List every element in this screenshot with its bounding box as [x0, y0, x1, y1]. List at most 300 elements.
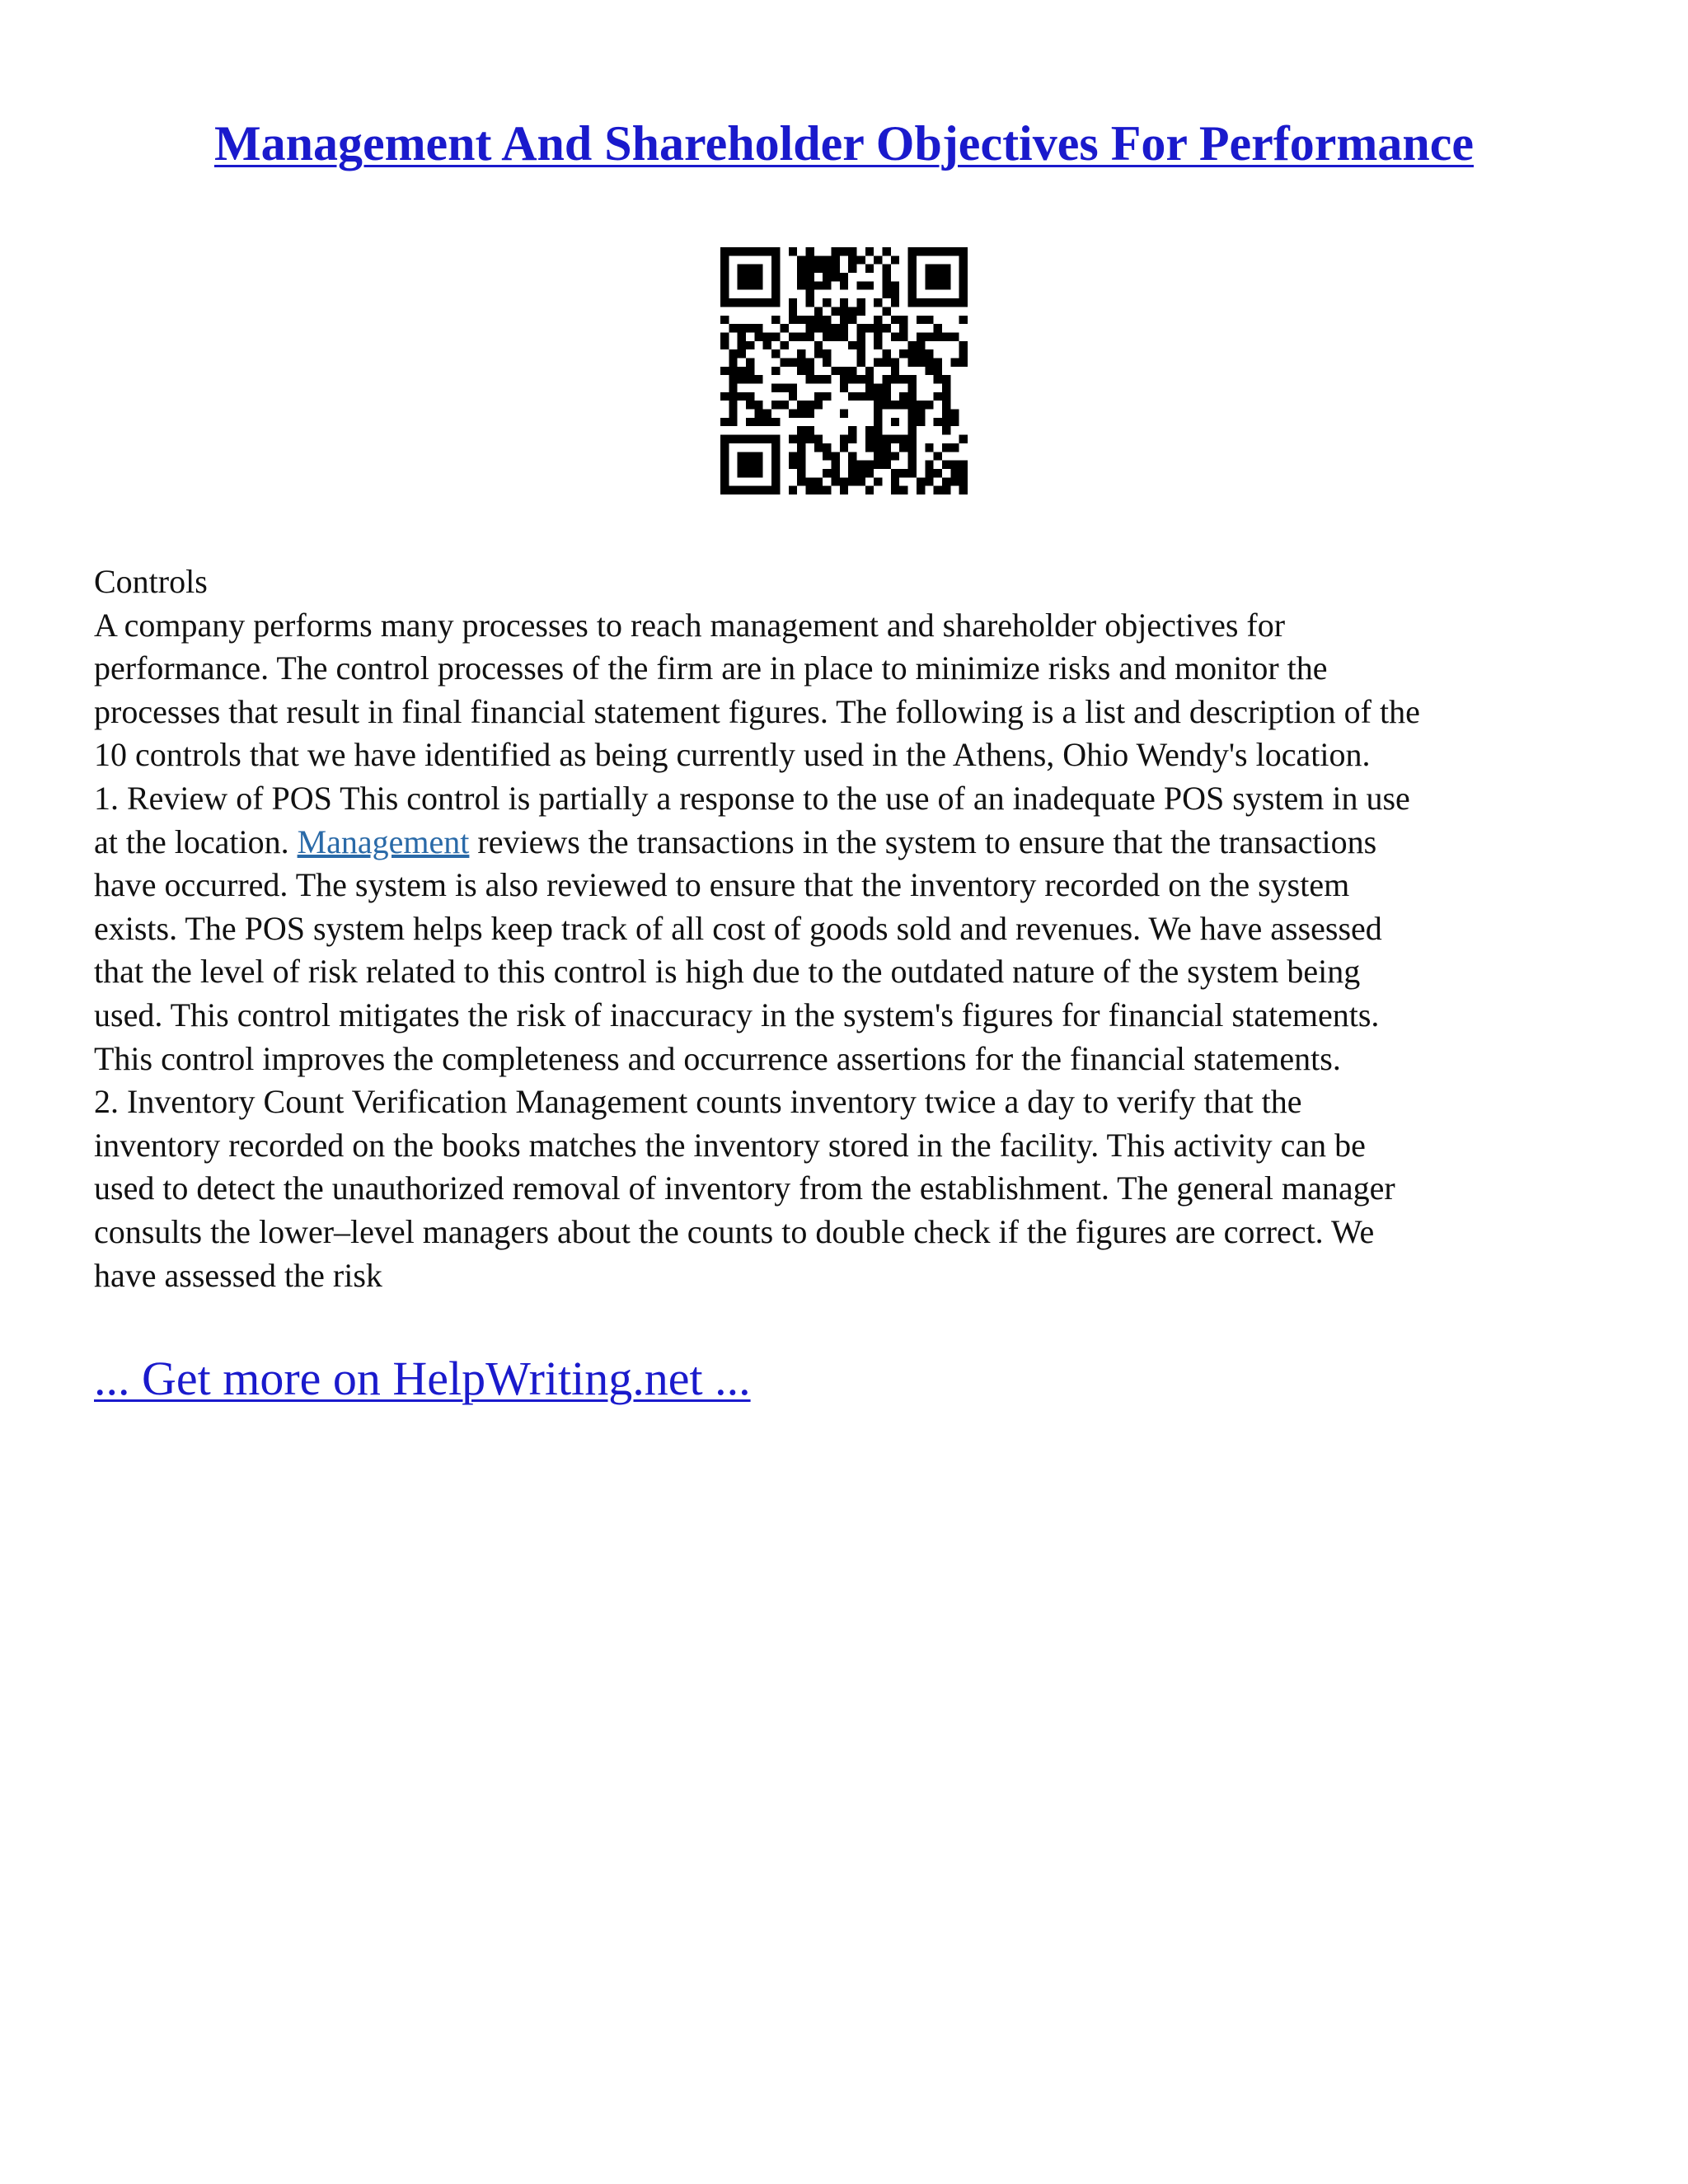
qr-module [729, 392, 737, 401]
qr-module [805, 435, 814, 443]
qr-module [848, 392, 856, 401]
qr-module [857, 332, 865, 340]
qr-module [917, 332, 925, 340]
qr-module [840, 435, 848, 443]
qr-module [950, 358, 959, 366]
qr-module [814, 307, 823, 315]
qr-module [805, 332, 814, 340]
qr-module [797, 401, 805, 409]
qr-module [959, 349, 968, 358]
qr-module [899, 469, 907, 477]
qr-module [848, 452, 856, 460]
qr-module [848, 307, 856, 315]
qr-module [865, 486, 874, 494]
qr-module [908, 410, 917, 418]
qr-module [891, 358, 899, 366]
body-line: processes that result in final financial statement figures. The following is a list and description of the [94, 692, 1420, 730]
qr-module [917, 486, 925, 494]
qr-module [857, 307, 865, 315]
qr-module [865, 375, 874, 383]
qr-module [771, 332, 780, 340]
body-line: performance. The control processes of the firm are in place to minimize risks and monitor the [94, 649, 1328, 687]
qr-module [720, 341, 729, 349]
qr-module [934, 273, 942, 281]
get-more-link-container [94, 1352, 751, 1406]
qr-module [959, 273, 968, 281]
qr-module [771, 349, 780, 358]
qr-module [950, 443, 959, 452]
qr-module [959, 247, 968, 255]
qr-module [780, 324, 788, 332]
qr-module [805, 247, 814, 255]
qr-module [883, 461, 891, 469]
qr-module [942, 332, 950, 340]
qr-module [917, 477, 925, 485]
qr-module [883, 401, 891, 409]
qr-module [805, 298, 814, 307]
qr-module [942, 281, 950, 289]
qr-module [857, 469, 865, 477]
qr-module [720, 367, 729, 375]
qr-module [720, 486, 729, 494]
qr-module [840, 410, 848, 418]
qr-module [823, 316, 831, 324]
qr-module [840, 281, 848, 289]
qr-module [738, 461, 746, 469]
qr-module [771, 452, 780, 460]
qr-module [934, 367, 942, 375]
qr-module [729, 358, 737, 366]
qr-module [950, 469, 959, 477]
qr-module [831, 265, 839, 273]
qr-module [729, 324, 737, 332]
qr-module [729, 247, 737, 255]
qr-module [729, 410, 737, 418]
qr-module [874, 255, 882, 264]
qr-module [840, 332, 848, 340]
qr-module [908, 443, 917, 452]
qr-code-icon [720, 247, 968, 494]
qr-module [754, 401, 762, 409]
qr-module [899, 392, 907, 401]
qr-module [789, 332, 797, 340]
qr-module [746, 461, 754, 469]
qr-module [746, 298, 754, 307]
qr-module [934, 324, 942, 332]
qr-module [891, 486, 899, 494]
qr-module [771, 401, 780, 409]
qr-module [899, 324, 907, 332]
qr-module [797, 281, 805, 289]
qr-module [814, 486, 823, 494]
qr-module [797, 255, 805, 264]
qr-module [780, 384, 788, 392]
qr-module [754, 461, 762, 469]
qr-module [754, 418, 762, 426]
qr-module [925, 358, 933, 366]
qr-module [823, 281, 831, 289]
qr-module [865, 265, 874, 273]
qr-module [917, 418, 925, 426]
qr-module [720, 392, 729, 401]
title-link[interactable]: Management And Shareholder Objectives For Performance [213, 116, 1475, 171]
qr-module [720, 247, 729, 255]
qr-module [738, 265, 746, 273]
qr-module [754, 324, 762, 332]
qr-module [831, 367, 839, 375]
qr-module [874, 401, 882, 409]
qr-module [857, 281, 865, 289]
qr-module [797, 435, 805, 443]
body-line: inventory recorded on the books matches the inventory stored in the facility. This activity can be [94, 1126, 1366, 1164]
qr-module [840, 477, 848, 485]
qr-module [831, 247, 839, 255]
qr-module [754, 247, 762, 255]
qr-module [754, 486, 762, 494]
qr-module [959, 265, 968, 273]
qr-module [738, 298, 746, 307]
body-line: This control improves the completeness and occurrence assertions for the financial statements. [94, 1039, 1341, 1077]
qr-module [814, 392, 823, 401]
qr-module [823, 349, 831, 358]
qr-module [754, 452, 762, 460]
qr-module [720, 281, 729, 289]
qr-module [754, 265, 762, 273]
qr-module [942, 298, 950, 307]
qr-module [934, 375, 942, 383]
qr-module [917, 401, 925, 409]
qr-module [840, 324, 848, 332]
qr-module [763, 341, 771, 349]
qr-module [789, 298, 797, 307]
qr-module [720, 443, 729, 452]
qr-module [925, 443, 933, 452]
qr-module [720, 461, 729, 469]
qr-module [746, 486, 754, 494]
qr-module [908, 265, 917, 273]
qr-module [729, 375, 737, 383]
qr-module [934, 332, 942, 340]
qr-module [865, 443, 874, 452]
qr-module [934, 298, 942, 307]
qr-module [746, 358, 754, 366]
qr-module [883, 435, 891, 443]
qr-module [848, 341, 856, 349]
qr-module [797, 349, 805, 358]
qr-module [874, 358, 882, 366]
qr-module [899, 435, 907, 443]
qr-module [771, 255, 780, 264]
document-body [94, 560, 1602, 1297]
qr-module [738, 392, 746, 401]
qr-module [908, 461, 917, 469]
qr-module [780, 358, 788, 366]
qr-module [720, 255, 729, 264]
qr-module [763, 298, 771, 307]
qr-module [746, 324, 754, 332]
qr-module [865, 392, 874, 401]
qr-module [789, 452, 797, 460]
link-line-before: at the location. [94, 823, 298, 860]
qr-module [720, 452, 729, 460]
qr-module [874, 316, 882, 324]
qr-module [823, 392, 831, 401]
qr-module [797, 358, 805, 366]
qr-module [865, 461, 874, 469]
qr-module [891, 435, 899, 443]
qr-module [814, 477, 823, 485]
qr-module [865, 247, 874, 255]
body-line: have assessed the risk [94, 1256, 382, 1294]
qr-module [746, 435, 754, 443]
qr-module [917, 298, 925, 307]
qr-module [908, 384, 917, 392]
qr-module [797, 316, 805, 324]
qr-module [925, 469, 933, 477]
qr-module [771, 265, 780, 273]
qr-module [840, 375, 848, 383]
qr-module [874, 477, 882, 485]
qr-module [857, 349, 865, 358]
body-line: that the level of risk related to this control is high due to the outdated nature of the system being [94, 953, 1361, 991]
qr-module [942, 418, 950, 426]
qr-module [891, 469, 899, 477]
qr-module [950, 410, 959, 418]
qr-module [883, 247, 891, 255]
qr-module [883, 443, 891, 452]
qr-module [959, 477, 968, 485]
qr-module [814, 281, 823, 289]
qr-module [857, 461, 865, 469]
qr-module [874, 461, 882, 469]
qr-module [874, 298, 882, 307]
qr-module [805, 401, 814, 409]
qr-module [831, 461, 839, 469]
qr-module [720, 298, 729, 307]
body-line: 1. Review of POS This control is partially a response to the use of an inadequate POS system in use [94, 779, 1410, 817]
qr-module [883, 265, 891, 273]
qr-module [848, 265, 856, 273]
qr-module [857, 358, 865, 366]
qr-module [823, 358, 831, 366]
qr-module [848, 367, 856, 375]
qr-module [823, 375, 831, 383]
qr-module [874, 384, 882, 392]
qr-module [883, 358, 891, 366]
qr-module [738, 452, 746, 460]
qr-module [746, 265, 754, 273]
qr-module [874, 410, 882, 418]
qr-module [805, 281, 814, 289]
qr-module [797, 477, 805, 485]
qr-module [840, 443, 848, 452]
qr-module [729, 298, 737, 307]
qr-module [908, 426, 917, 434]
qr-module [763, 332, 771, 340]
qr-module [823, 324, 831, 332]
qr-module [874, 392, 882, 401]
body-line: have occurred. The system is also reviewed to ensure that the inventory recorded on the system [94, 866, 1350, 904]
qr-module [942, 273, 950, 281]
qr-module [771, 477, 780, 485]
qr-module [831, 477, 839, 485]
qr-module [797, 443, 805, 452]
qr-module [942, 384, 950, 392]
qr-module [771, 316, 780, 324]
qr-module [814, 375, 823, 383]
qr-module [899, 349, 907, 358]
qr-module [883, 349, 891, 358]
qr-module [746, 247, 754, 255]
qr-module [840, 367, 848, 375]
qr-module [891, 255, 899, 264]
qr-module [771, 435, 780, 443]
qr-module [814, 265, 823, 273]
qr-module [908, 418, 917, 426]
qr-module [908, 255, 917, 264]
qr-module [771, 367, 780, 375]
qr-module [917, 247, 925, 255]
qr-module [814, 349, 823, 358]
qr-module [908, 281, 917, 289]
qr-module [754, 469, 762, 477]
qr-module [908, 435, 917, 443]
qr-module [814, 443, 823, 452]
qr-module [959, 435, 968, 443]
qr-module [848, 316, 856, 324]
qr-module [899, 443, 907, 452]
qr-module [729, 435, 737, 443]
body-line: exists. The POS system helps keep track of all cost of goods sold and revenues. We have assessed [94, 909, 1382, 947]
qr-module [797, 273, 805, 281]
qr-module [771, 273, 780, 281]
qr-module [883, 452, 891, 460]
qr-module [908, 273, 917, 281]
management-link[interactable]: Management [297, 823, 470, 860]
qr-module [746, 375, 754, 383]
qr-module [823, 486, 831, 494]
qr-module [891, 332, 899, 340]
qr-module [899, 332, 907, 340]
qr-module [917, 341, 925, 349]
qr-module [763, 418, 771, 426]
body-line: used. This control mitigates the risk of inaccuracy in the system's figures for financial statements. [94, 996, 1380, 1033]
qr-module [805, 486, 814, 494]
qr-module [797, 426, 805, 434]
qr-module [720, 273, 729, 281]
qr-module [823, 469, 831, 477]
qr-module [823, 255, 831, 264]
qr-module [959, 341, 968, 349]
link-line-after: reviews the transactions in the system to ensure that the transactions [469, 823, 1377, 860]
qr-module [883, 307, 891, 315]
qr-module [738, 247, 746, 255]
qr-module [738, 349, 746, 358]
qr-module [925, 401, 933, 409]
qr-module [908, 375, 917, 383]
qr-module [720, 469, 729, 477]
qr-module [950, 247, 959, 255]
qr-module [797, 452, 805, 460]
qr-module [883, 324, 891, 332]
qr-module [942, 443, 950, 452]
qr-module [874, 452, 882, 460]
qr-module [738, 486, 746, 494]
qr-module [925, 298, 933, 307]
qr-module [738, 341, 746, 349]
qr-module [738, 332, 746, 340]
qr-module [771, 247, 780, 255]
qr-module [823, 332, 831, 340]
qr-module [738, 273, 746, 281]
qr-module [720, 418, 729, 426]
qr-module [917, 316, 925, 324]
qr-module [814, 316, 823, 324]
qr-module [925, 281, 933, 289]
qr-module [720, 332, 729, 340]
qr-module [848, 375, 856, 383]
qr-module [789, 358, 797, 366]
qr-module [865, 281, 874, 289]
qr-module [738, 435, 746, 443]
qr-module [848, 469, 856, 477]
qr-module [805, 410, 814, 418]
qr-module [746, 341, 754, 349]
qr-module [908, 392, 917, 401]
qr-module [891, 375, 899, 383]
get-more-link[interactable]: ... Get more on HelpWriting.net ... [94, 1352, 751, 1405]
qr-module [814, 255, 823, 264]
qr-module [789, 392, 797, 401]
qr-module [891, 418, 899, 426]
qr-module [814, 341, 823, 349]
qr-module [746, 367, 754, 375]
qr-module [874, 426, 882, 434]
qr-module [840, 486, 848, 494]
qr-module [959, 469, 968, 477]
qr-module [797, 367, 805, 375]
qr-module [883, 392, 891, 401]
qr-module [746, 392, 754, 401]
qr-module [865, 426, 874, 434]
qr-module [789, 316, 797, 324]
qr-module [891, 316, 899, 324]
qr-module [959, 358, 968, 366]
qr-module [883, 290, 891, 298]
qr-module [729, 367, 737, 375]
document-title [0, 114, 1688, 173]
qr-module [942, 461, 950, 469]
qr-module [883, 273, 891, 281]
qr-module [891, 290, 899, 298]
qr-module [925, 477, 933, 485]
qr-module [950, 332, 959, 340]
qr-module [746, 452, 754, 460]
qr-module [848, 255, 856, 264]
qr-module [763, 486, 771, 494]
body-line: 2. Inventory Count Verification Management counts inventory twice a day to verify that the [94, 1083, 1302, 1121]
qr-module [831, 307, 839, 315]
qr-module [805, 358, 814, 366]
qr-module [729, 349, 737, 358]
qr-module [746, 469, 754, 477]
qr-module [899, 486, 907, 494]
qr-module [942, 477, 950, 485]
qr-module [883, 384, 891, 392]
qr-module [934, 469, 942, 477]
qr-module [908, 341, 917, 349]
qr-module [934, 358, 942, 366]
